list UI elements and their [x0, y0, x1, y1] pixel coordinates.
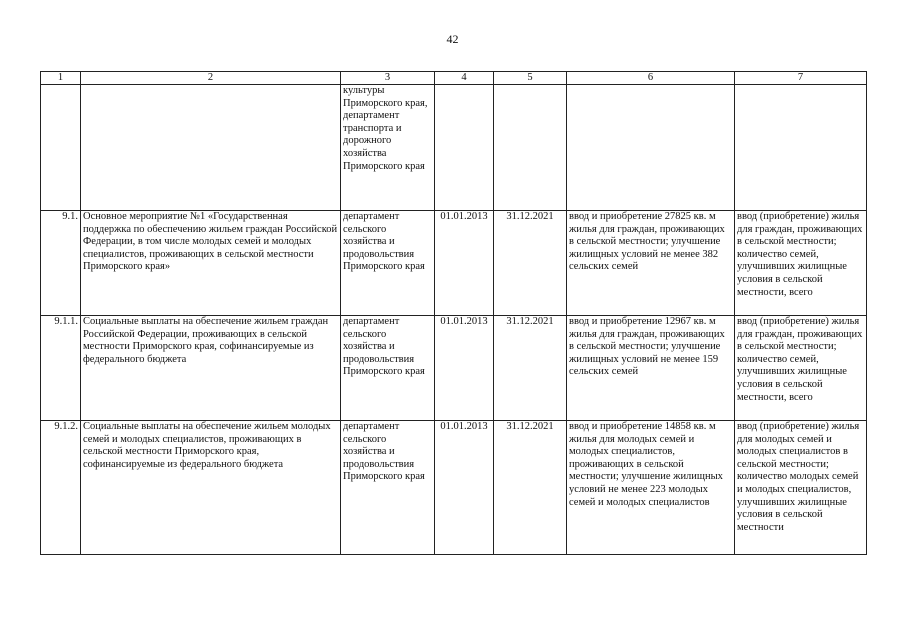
indicator-cell: ввод (приобретение) жилья для молодых семей и молодых специалистов в сельской местности; количество молодых семей и молодых специалистов, улучшивших жилищные условия в сельской местности	[735, 421, 867, 555]
end-date-cell	[494, 85, 567, 211]
column-header: 3	[341, 72, 435, 85]
column-header: 2	[81, 72, 341, 85]
table-row	[41, 211, 867, 316]
indicator-cell: ввод (приобретение) жилья для граждан, проживающих в сельской местности; количество семей, улучшивших жилищные условия в сельской местности, всего	[735, 316, 867, 421]
activity-title-cell	[81, 85, 341, 211]
row-number-cell	[41, 85, 81, 211]
table-row	[41, 316, 867, 421]
expected-result-cell: ввод и приобретение 27825 кв. м жилья для граждан, проживающих в сельской местности; улучшение жилищных условий не менее 382 сельских семей	[567, 211, 735, 316]
expected-result-cell: ввод и приобретение 14858 кв. м жилья для молодых семей и молодых специалистов, проживающих в сельской местности; улучшение жилищных условий не менее 223 молодых семей и молодых специалистов	[567, 421, 735, 555]
indicator-cell: ввод (приобретение) жилья для граждан, проживающих в сельской местности; количество семей, улучшивших жилищные условия в сельской местности, всего	[735, 211, 867, 316]
executor-cell: департамент сельского хозяйства и продовольствия Приморского края	[341, 316, 435, 421]
indicator-cell	[735, 85, 867, 211]
executor-cell: департамент сельского хозяйства и продовольствия Приморского края	[341, 211, 435, 316]
activity-title-cell: Социальные выплаты на обеспечение жильем граждан Российской Федерации, проживающих в сельской местности Приморского края, софинансируемые из федерального бюджета	[81, 316, 341, 421]
page-number: 42	[446, 32, 459, 46]
end-date-cell: 31.12.2021	[494, 421, 567, 555]
start-date-cell: 01.01.2013	[435, 421, 494, 555]
column-header: 4	[435, 72, 494, 85]
table-header-row	[41, 72, 867, 85]
row-number-cell: 9.1.2.	[41, 421, 81, 555]
expected-result-cell: ввод и приобретение 12967 кв. м жилья для граждан, проживающих в сельской местности; улучшение жилищных условий не менее 159 сельских семей	[567, 316, 735, 421]
table-row	[41, 421, 867, 555]
start-date-cell: 01.01.2013	[435, 211, 494, 316]
executor-cell: культуры Приморского края, департамент транспорта и дорожного хозяйства Приморского края	[341, 85, 435, 211]
column-header: 7	[735, 72, 867, 85]
row-number-cell: 9.1.	[41, 211, 81, 316]
end-date-cell: 31.12.2021	[494, 211, 567, 316]
start-date-cell: 01.01.2013	[435, 316, 494, 421]
activity-title-cell: Основное мероприятие №1 «Государственная поддержка по обеспечению жильем граждан Российской Федерации, в том числе молодых семей и молодых специалистов, проживающих в сельской местности Приморского края»	[81, 211, 341, 316]
executor-cell: департамент сельского хозяйства и продовольствия Приморского края	[341, 421, 435, 555]
activity-title-cell: Социальные выплаты на обеспечение жильем молодых семей и молодых специалистов, проживающих в сельской местности Приморского края, софинансируемые из федерального бюджета	[81, 421, 341, 555]
row-number-cell: 9.1.1.	[41, 316, 81, 421]
program-activities-table	[40, 71, 867, 555]
expected-result-cell	[567, 85, 735, 211]
column-header: 6	[567, 72, 735, 85]
column-header: 5	[494, 72, 567, 85]
table-row	[41, 85, 867, 211]
column-header: 1	[41, 72, 81, 85]
start-date-cell	[435, 85, 494, 211]
end-date-cell: 31.12.2021	[494, 316, 567, 421]
